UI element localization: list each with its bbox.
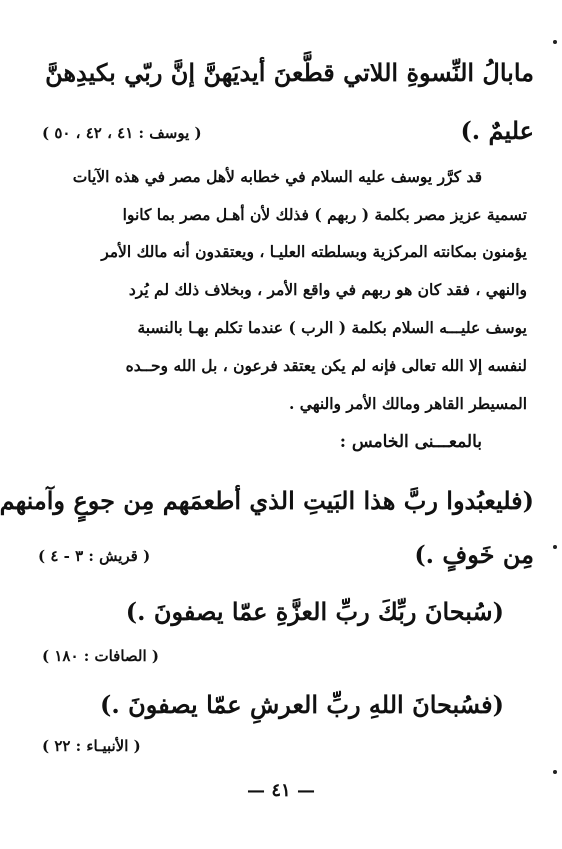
verse-4-reference: ( الأنبيـاء : ٢٢ ) [42, 737, 141, 755]
verse-1-line-2: عليمٌ .) [460, 116, 534, 145]
verse-1-line-1: مابالُ النِّسوةِ اللاتي قطَّعنَ أيديَهنَّ إنَّ ربّي بكيدِهنَّ [45, 58, 534, 87]
margin-dot [553, 40, 557, 44]
verse-3-reference: ( الصافات : ١٨٠ ) [42, 647, 159, 665]
section-heading: بالمعـــنى الخامس : [339, 432, 482, 452]
page-number: — ٤١ — [247, 780, 315, 801]
verse-2-reference: ( قريش : ٣ - ٤ ) [38, 547, 151, 565]
verse-2-line-1: (فليعبُدوا ربَّ هذا البَيتِ الذي أطعمَهم مِن جوعٍ وآمنهم [0, 486, 534, 515]
verse-1-reference: ( يوسف : ٤١ ، ٤٢ ، ٥٠ ) [42, 124, 202, 142]
paragraph-line: يؤمنون بمكانته المركزية وبسلطته العليـا ، ويعتقدون أنه مالك الأمر [101, 242, 527, 261]
verse-3-text: (سُبحانَ ربِّكَ ربِّ العزَّةِ عمّا يصفونَ .) [125, 597, 504, 626]
paragraph-line: المسيطر القاهر ومالك الأمر والنهي . [288, 394, 527, 413]
paragraph-line: يوسف عليـــه السلام بكلمة ( الرب ) عندما تكلم بهـا بالنسبة [137, 318, 527, 337]
paragraph-line: لنفسه إلا الله تعالى فإنه لم يكن يعتقد فرعون ، بل الله وحــده [125, 356, 527, 375]
verse-2-line-2: مِن خَوفٍ .) [414, 540, 534, 569]
paragraph-line: والنهي ، فقد كان هو ربهم في واقع الأمر ، وبخلاف ذلك لم يُرد [128, 280, 527, 299]
paragraph-line: قد كرَّر يوسف عليه السلام في خطابه لأهل مصر في هذه الآيات [72, 167, 482, 186]
paragraph-line: تسمية عزيز مصر بكلمة ( ربهم ) فذلك لأن أهـل مصر بما كانوا [122, 205, 527, 224]
margin-dot [553, 545, 557, 549]
verse-4-text: (فسُبحانَ اللهِ ربِّ العرشِ عمّا يصفونَ .) [100, 690, 504, 719]
margin-dot [553, 770, 557, 774]
